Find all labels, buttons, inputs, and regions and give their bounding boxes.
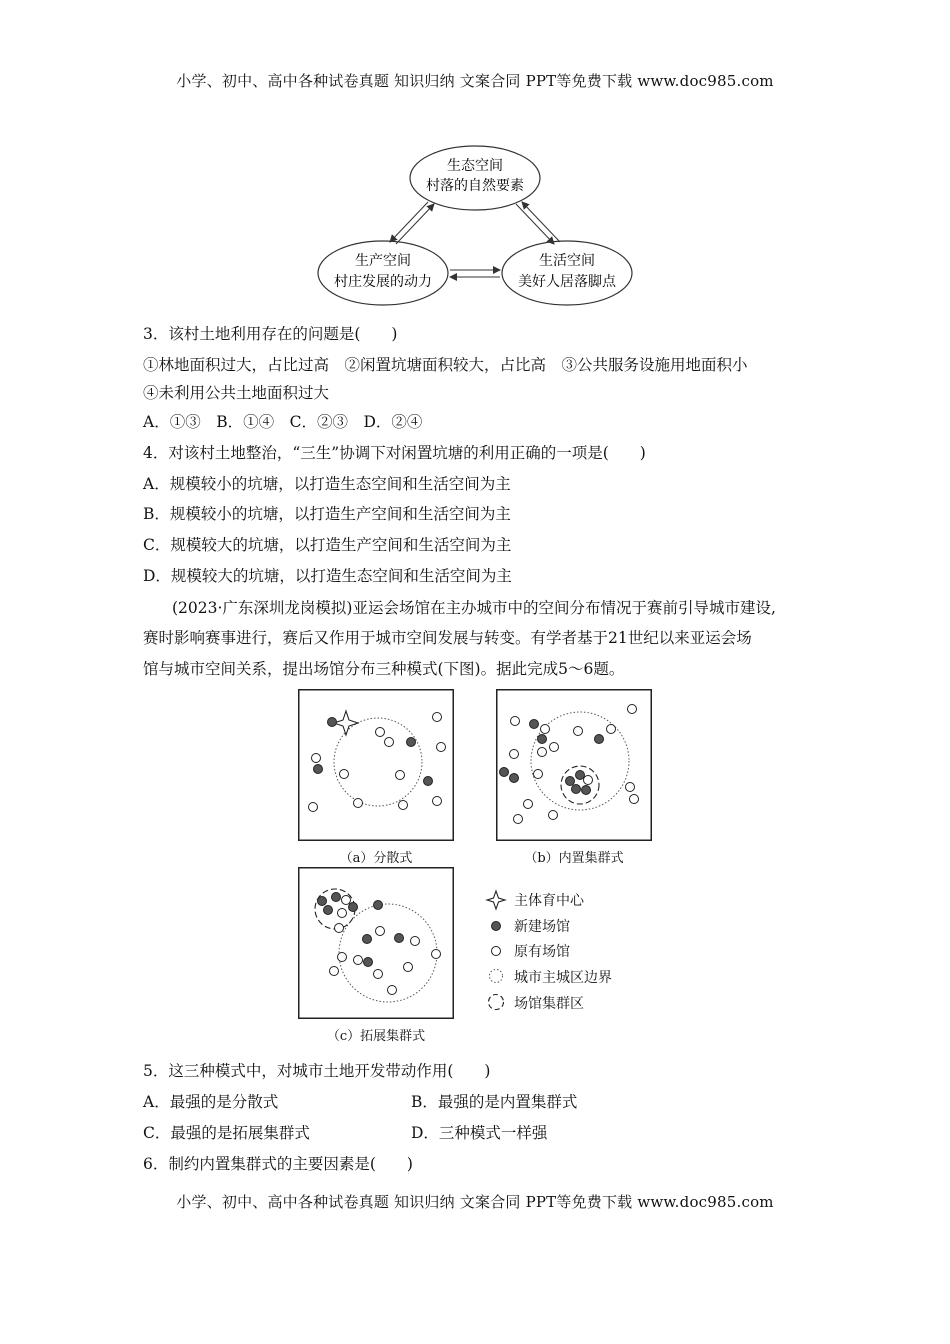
old-venue — [541, 725, 550, 734]
q4-stem: 4．对该村土地整治，“三生”协调下对闲置坑塘的利用正确的一项是( ) — [143, 444, 646, 462]
new-venue — [374, 901, 383, 910]
old-venue — [628, 705, 637, 714]
old-venue — [376, 927, 385, 936]
q3-options-line2: ④未利用公共土地面积过大 — [143, 384, 330, 402]
q4-option-a: A．规模较小的坑塘，以打造生态空间和生活空间为主 — [143, 475, 511, 493]
old-venue — [396, 771, 405, 780]
new-venue — [363, 935, 372, 944]
old-venue — [312, 754, 321, 763]
legend-icons — [484, 887, 514, 1012]
passage-line3: 馆与城市空间关系，提出场馆分布三种模式(下图)。据此完成5～6题。 — [143, 660, 625, 678]
new-venue — [582, 786, 591, 795]
three-space-diagram — [310, 140, 640, 300]
passage-line2: 赛时影响赛事进行，赛后又作用于城市空间发展与转变。有学者基于21世纪以来亚运会场 — [143, 629, 752, 647]
new-venue — [530, 720, 539, 729]
new-venue — [572, 785, 581, 794]
old-venue — [584, 776, 593, 785]
new-venue — [407, 738, 416, 747]
old-venue — [309, 803, 318, 812]
q3-stem: 3．该村土地利用存在的问题是( ) — [143, 325, 398, 343]
arrow-eco-to-prod — [390, 202, 428, 242]
old-venue — [534, 770, 543, 779]
q5-option-d: D．三种模式一样强 — [411, 1124, 548, 1142]
old-venue — [432, 950, 441, 959]
arrow-prod-to-eco — [396, 204, 434, 244]
old-venue — [376, 728, 385, 737]
old-venue — [433, 797, 442, 806]
new-venue — [324, 906, 333, 915]
q5-stem: 5．这三种模式中，对城市土地开发带动作用( ) — [143, 1062, 491, 1080]
old-venue — [433, 713, 442, 722]
new-venue-icon — [492, 922, 501, 931]
page-footer: 小学、初中、高中各种试卷真题 知识归纳 文案合同 PPT等免费下载 www.doc985.com — [176, 1193, 774, 1211]
q3-options-line1: ①林地面积过大，占比过高 ②闲置坑塘面积较大，占比高 ③公共服务设施用地面积小 — [143, 356, 748, 374]
legend-center-label: 主体育中心 — [514, 893, 584, 909]
old-venue-icon — [492, 947, 501, 956]
old-venue — [626, 783, 635, 792]
production-ellipse — [318, 241, 448, 305]
figure-c-label: （c）拓展集群式 — [326, 1029, 426, 1044]
old-venue — [399, 801, 408, 810]
old-venue — [385, 738, 394, 747]
old-venue — [404, 963, 413, 972]
figure-c-expansion-cluster — [298, 867, 454, 1019]
old-venue — [411, 937, 420, 946]
legend-new-label: 新建场馆 — [514, 919, 570, 935]
new-venue — [364, 958, 373, 967]
ecology-desc: 村落的自然要素 — [426, 178, 524, 194]
q4-option-b: B．规模较小的坑塘，以打造生产空间和生活空间为主 — [143, 505, 511, 523]
new-venue — [395, 934, 404, 943]
old-venue — [538, 748, 547, 757]
q6-stem: 6．制约内置集群式的主要因素是( ) — [143, 1155, 413, 1173]
old-venue — [630, 795, 639, 804]
old-venue — [549, 811, 558, 820]
arrow-eco-to-live — [516, 204, 554, 244]
old-venue — [330, 967, 339, 976]
new-venue — [318, 897, 327, 906]
old-venue — [335, 924, 344, 933]
old-venue — [374, 970, 383, 979]
new-venue — [349, 903, 358, 912]
figure-a-label: （a）分散式 — [339, 851, 413, 866]
city-boundary-icon — [490, 970, 503, 983]
old-venue — [354, 799, 363, 808]
new-venue — [328, 718, 337, 727]
q5-option-c: C．最强的是拓展集群式 — [143, 1124, 310, 1142]
new-venue — [538, 735, 547, 744]
figure-a-dispersed — [298, 689, 454, 841]
old-venue — [388, 986, 397, 995]
living-title: 生活空间 — [539, 253, 595, 269]
q4-option-c: C．规模较大的坑塘，以打造生产空间和生活空间为主 — [143, 536, 512, 554]
passage-line1: (2023·广东深圳龙岗模拟)亚运会场馆在主办城市中的空间分布情况于赛前引导城市建设, — [172, 599, 776, 617]
old-venue — [550, 743, 559, 752]
old-venue — [511, 717, 520, 726]
old-venue — [574, 727, 583, 736]
page-header: 小学、初中、高中各种试卷真题 知识归纳 文案合同 PPT等免费下载 www.doc985.com — [176, 72, 774, 90]
old-venue — [607, 725, 616, 734]
old-venue — [340, 770, 349, 779]
old-venue — [514, 815, 523, 824]
figure-b-label: （b）内置集群式 — [524, 851, 624, 866]
production-title: 生产空间 — [355, 253, 411, 269]
new-venue — [314, 765, 323, 774]
q5-option-b: B．最强的是内置集群式 — [411, 1093, 578, 1111]
old-venue — [437, 743, 446, 752]
new-venue — [332, 893, 341, 902]
new-venue — [424, 777, 433, 786]
arrow-live-to-eco — [522, 202, 560, 242]
living-desc: 美好人居落脚点 — [518, 274, 616, 290]
q3-choices: A．①③ B．①④ C．②③ D．②④ — [143, 413, 423, 431]
new-venue — [500, 768, 509, 777]
legend-old-label: 原有场馆 — [514, 944, 570, 960]
old-venue — [524, 800, 533, 809]
old-venue — [338, 909, 347, 918]
living-ellipse — [502, 241, 632, 305]
q4-option-d: D．规模较大的坑塘，以打造生态空间和生活空间为主 — [143, 567, 512, 585]
legend-cluster-label: 场馆集群区 — [514, 996, 584, 1012]
main-sports-center-icon — [487, 891, 505, 909]
q5-option-a: A．最强的是分散式 — [143, 1093, 279, 1111]
old-venue — [510, 750, 519, 759]
ecology-title: 生态空间 — [447, 158, 503, 174]
new-venue — [566, 777, 575, 786]
new-venue — [510, 774, 519, 783]
old-venue — [354, 956, 363, 965]
new-venue — [576, 771, 585, 780]
legend-boundary-label: 城市主城区边界 — [514, 970, 612, 986]
figure-b-built-in-cluster — [496, 689, 652, 841]
new-venue — [595, 735, 604, 744]
venue-cluster-icon — [489, 995, 504, 1010]
old-venue — [338, 953, 347, 962]
old-venue — [342, 896, 351, 905]
production-desc: 村庄发展的动力 — [334, 274, 432, 290]
